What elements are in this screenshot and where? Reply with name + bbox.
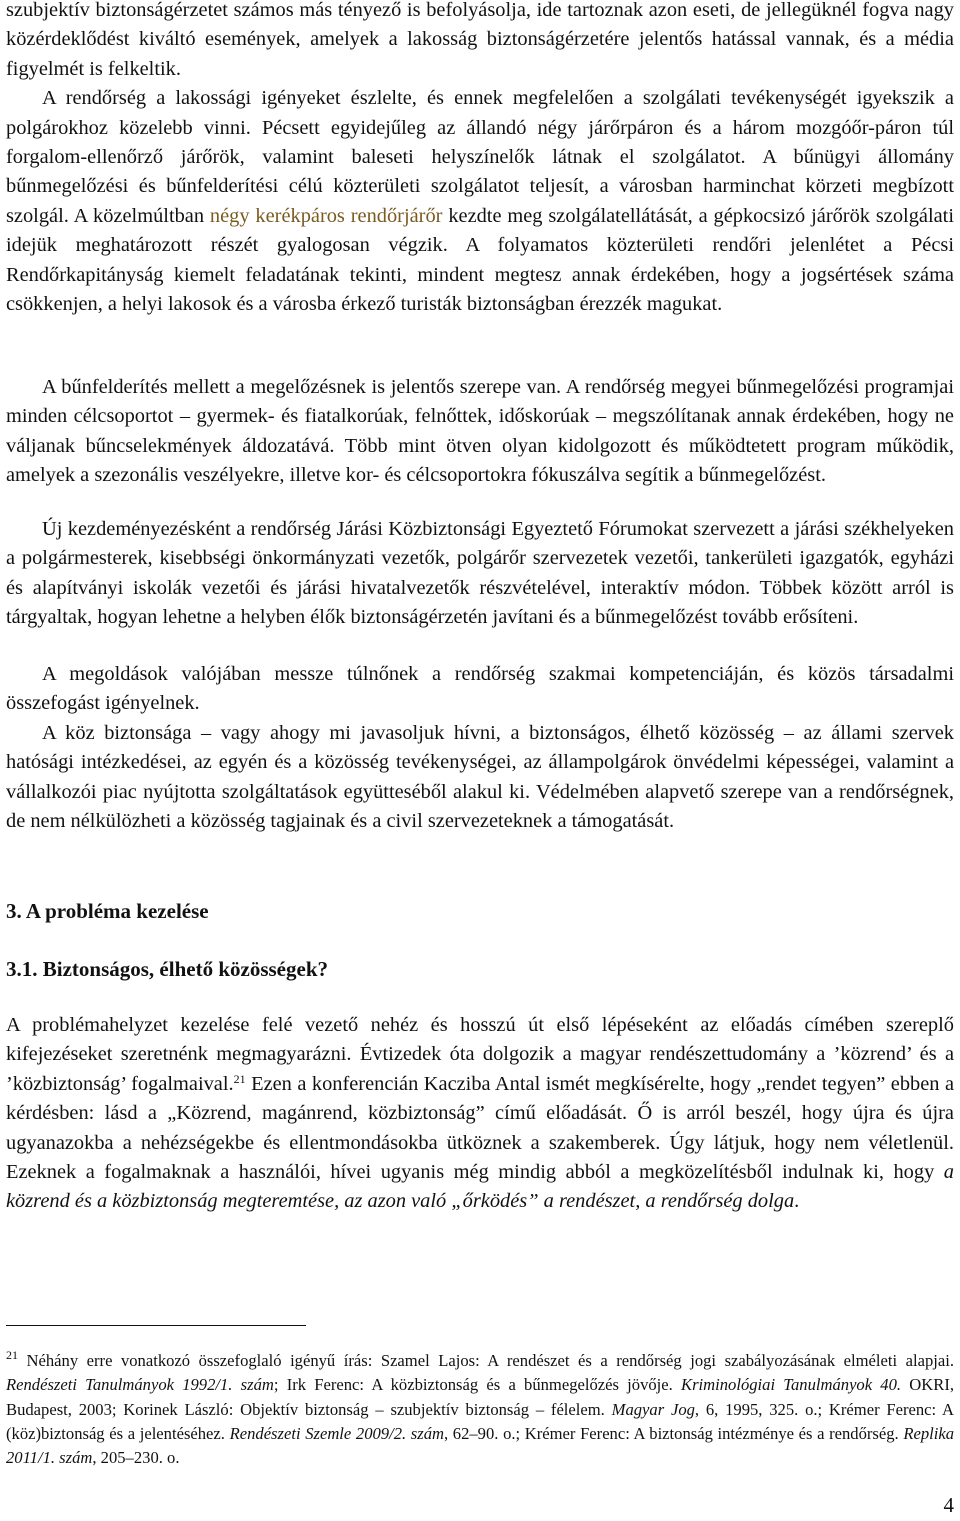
footnote-text-1: Néhány erre vonatkozó összefoglaló igényű írás: Szamel Lajos: A rendészet és a rendőrség jogi szabályozásának elméleti alapjai. [18, 1351, 954, 1370]
paragraph-6-italic: a közrend és a közbiztonság megteremtése, az azon való „őrködés” a rendészet, a rendőrség dolga [6, 1161, 954, 1213]
footnote-number: 21 [6, 1348, 18, 1362]
page-number: 4 [943, 1493, 954, 1517]
footnote-text-6: , 205–230. o. [92, 1448, 180, 1468]
paragraph-1-intro: szubjektív biztonságérzetet számos más tényező is befolyásolja, ide tartoznak azon eseti, de jellegüknél fogva nagy közérdeklődést kiváltó események, amelyek a lakosság biztonságérzetére jelentős hatással vannak, és a média figyelmét is felkeltik. [6, 0, 954, 80]
footnote-italic-5: Replika 2011/1. szám [6, 1423, 954, 1468]
footnote-reference[interactable]: 21 [233, 1071, 246, 1086]
footnote-italic-3: Magyar Jog [611, 1399, 695, 1419]
footnote-italic-2: Kriminológiai Tanulmányok 40. [681, 1375, 902, 1395]
footnote-text-4: , 6, 1995, 325. o.; Krémer Ferenc: A (köz)biztonság és a jelentéséhez. [6, 1399, 955, 1443]
paragraph-1-part-1: A rendőrség a lakossági igényeket észlelte, és ennek megfelelően a szolgálati tevékenységét igyekszik a polgárokhoz közelebb vinni. Pécsett egyidejűleg az állandó négy járőrpáron és a három mozgóőr-páron túl forgalom-ellenőrző járőrök, valamint baleseti helyszínelők látnak el szolgálatot. A bűnügyi állomány bűnmegelőzési és bűnfelderítési célú közterületi szolgálatot teljesít, a városban harminchat körzeti megbízott szolgál. A közelmúltban [6, 87, 954, 227]
footnote-italic-1: Rendészeti Tanulmányok 1992/1. szám [6, 1375, 274, 1395]
paragraph-6-end: . [794, 1190, 800, 1213]
footnote-text-5: , 62–90. o.; Krémer Ferenc: A biztonság intézménye és a rendőrség. [444, 1423, 904, 1443]
paragraph-1 [6, 0, 954, 319]
paragraph-1-text [6, 84, 954, 319]
paragraph-4: A megoldások valójában messze túlnőnek a rendőrség szakmai kompetenciáján, és közös társadalmi összefogást igényelnek. [6, 663, 954, 715]
paragraph-6-part-a: A problémahelyzet kezelése felé vezető nehéz és hosszú út első lépéseként az előadás címében szereplő kifejezéseket szeretnénk megmagyarázni. Évtizedek óta dolgozik a magyar rendészettudomány a ’közrend’ és a ’közbiztonság’ fogalmaival. [6, 1014, 954, 1095]
paragraph-3: Új kezdeményezésként a rendőrség Járási Közbiztonsági Egyeztető Fórumokat szervezett a járási székhelyeken a polgármesterek, kisebbségi önkormányzati vezetők, polgárőr szervezetek vezetői, tankerületi igazgatók, egyházi és alapítványi iskolák vezetői és járási hivatalvezetők részvételével, interaktív módon. Többek között arról is tárgyaltak, hogyan lehetne a helyben élők biztonságérzetén javítani és a bűnmegelőzést tovább erősíteni. [6, 518, 954, 629]
subsection-heading: 3.1. Biztonságos, élhető közösségek? [6, 957, 328, 981]
footnote-separator [6, 1325, 306, 1326]
paragraph-5: A köz biztonsága – vagy ahogy mi javasoljuk hívni, a biztonságos, élhető közösség – az állami szervek hatósági intézkedései, az egyén és a közösség tevékenységei, az állampolgárok önvédelmi képességei, valamint a vállalkozói piac nyújtotta szolgáltatások együtteséből alakul ki. Védelmében alapvető szerepe van a rendőrségnek, de nem nélkülözheti a közösség tagjainak és a civil szervezeteknek a támogatását. [6, 722, 954, 833]
paragraph-2: A bűnfelderítés mellett a megelőzésnek is jelentős szerepe van. A rendőrség megyei bűnmegelőzési programjai minden célcsoportot – gyermek- és fiatalkorúak, felnőttek, időskorúak – megszólítanak annak érdekében, hogy ne váljanak bűncselekmények áldozatává. Több mint ötven olyan kidolgozott és működtetett program működik, amelyek a szezonális veszélyekre, illetve kor- és célcsoportokra fókuszálva segítik a bűnmegelőzést. [6, 376, 954, 487]
highlighted-phrase: négy kerékpáros rendőrjárőr [209, 204, 443, 227]
footnote-text-3: OKRI, Budapest, 2003; Korinek László: Objektív biztonság – szubjektív biztonság – félelem. [6, 1375, 954, 1419]
paragraph-6 [6, 1011, 954, 1217]
section-heading: 3. A probléma kezelése [6, 899, 209, 923]
paragraph-6-part-b: Ezen a konferencián Kacziba Antal ismét megkísérelte, hogy „rendet tegyen” ebben a kérdésben: lásd a „Közrend, magánrend, közbiztonság” című előadását. Ő is arról beszél, hogy újra és újra ugyanazokba a nehézségekbe és ellentmondásokba ütköznek a szakemberek. Úgy látjuk, hogy nem véletlenül. Ezeknek a fogalmaknak a használói, hívei ugyanis még mindig abból a megközelítésből indulnak ki, hogy [6, 1072, 954, 1184]
footnote [6, 1349, 954, 1470]
paragraph-1-part-2: kezdte meg szolgálatellátását, a gépkocsizó járőrök szolgálati idejük meghatározott részét gyalogosan végzik. A folyamatos közterületi rendőri jelenlétet a Pécsi Rendőrkapitányság kiemelt feladatának tekinti, mindent megtesz annak érdekében, hogy a jogsértések száma csökkenjen, a helyi lakosok és a városba érkező turisták biztonságban érezzék magukat. [6, 204, 954, 316]
footnote-italic-4: Rendészeti Szemle 2009/2. szám [229, 1423, 444, 1443]
footnote-text-2: ; Irk Ferenc: A közbiztonság és a bűnmegelőzés jövője. [273, 1375, 682, 1395]
